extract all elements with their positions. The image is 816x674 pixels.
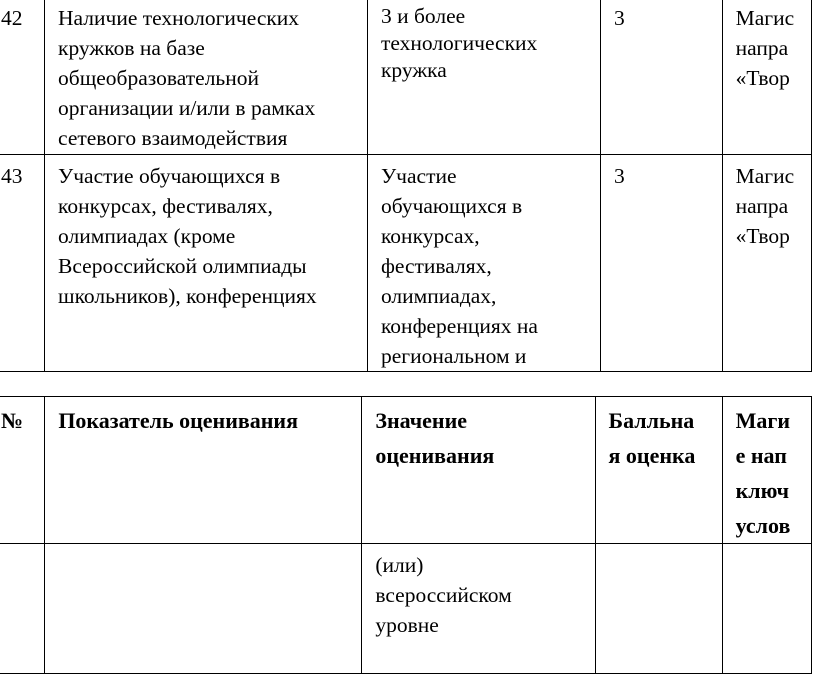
value-cell: 3 и более технологических кружка (367, 0, 600, 155)
header-value: Значение оценивания (362, 397, 595, 544)
table-header-row (0, 397, 812, 544)
direction-cell (722, 544, 811, 674)
direction-cell: Магис напра «Твор (722, 0, 811, 155)
indicators-table-bottom (0, 396, 812, 674)
header-indicator: Показатель оценивания (45, 397, 362, 544)
header-number: № (0, 397, 45, 544)
table-row (0, 544, 812, 674)
row-number: 43 (0, 155, 45, 372)
header-score: Балльна я оценка (595, 397, 722, 544)
table-row (0, 0, 812, 155)
direction-cell: Магис напра «Твор (722, 155, 811, 372)
indicator-cell: Участие обучающихся в конкурсах, фестивалях, олимпиадах (кроме Всероссийской олимпиады школьников), конференциях (45, 155, 368, 372)
score-cell: 3 (601, 155, 723, 372)
score-cell (595, 544, 722, 674)
row-number (0, 544, 45, 674)
indicator-cell: Наличие технологических кружков на базе общеобразовательной организации и/или в рамках сетевого взаимодействия (45, 0, 368, 155)
header-direction: Маги е нап ключ услов (722, 397, 811, 544)
score-cell: 3 (601, 0, 723, 155)
value-cell: (или) всероссийском уровне (362, 544, 595, 674)
value-cell: Участие обучающихся в конкурсах, фестивалях, олимпиадах, конференциях на региональном и (367, 155, 600, 372)
row-number: 42 (0, 0, 45, 155)
indicator-cell (45, 544, 362, 674)
table-row (0, 155, 812, 372)
